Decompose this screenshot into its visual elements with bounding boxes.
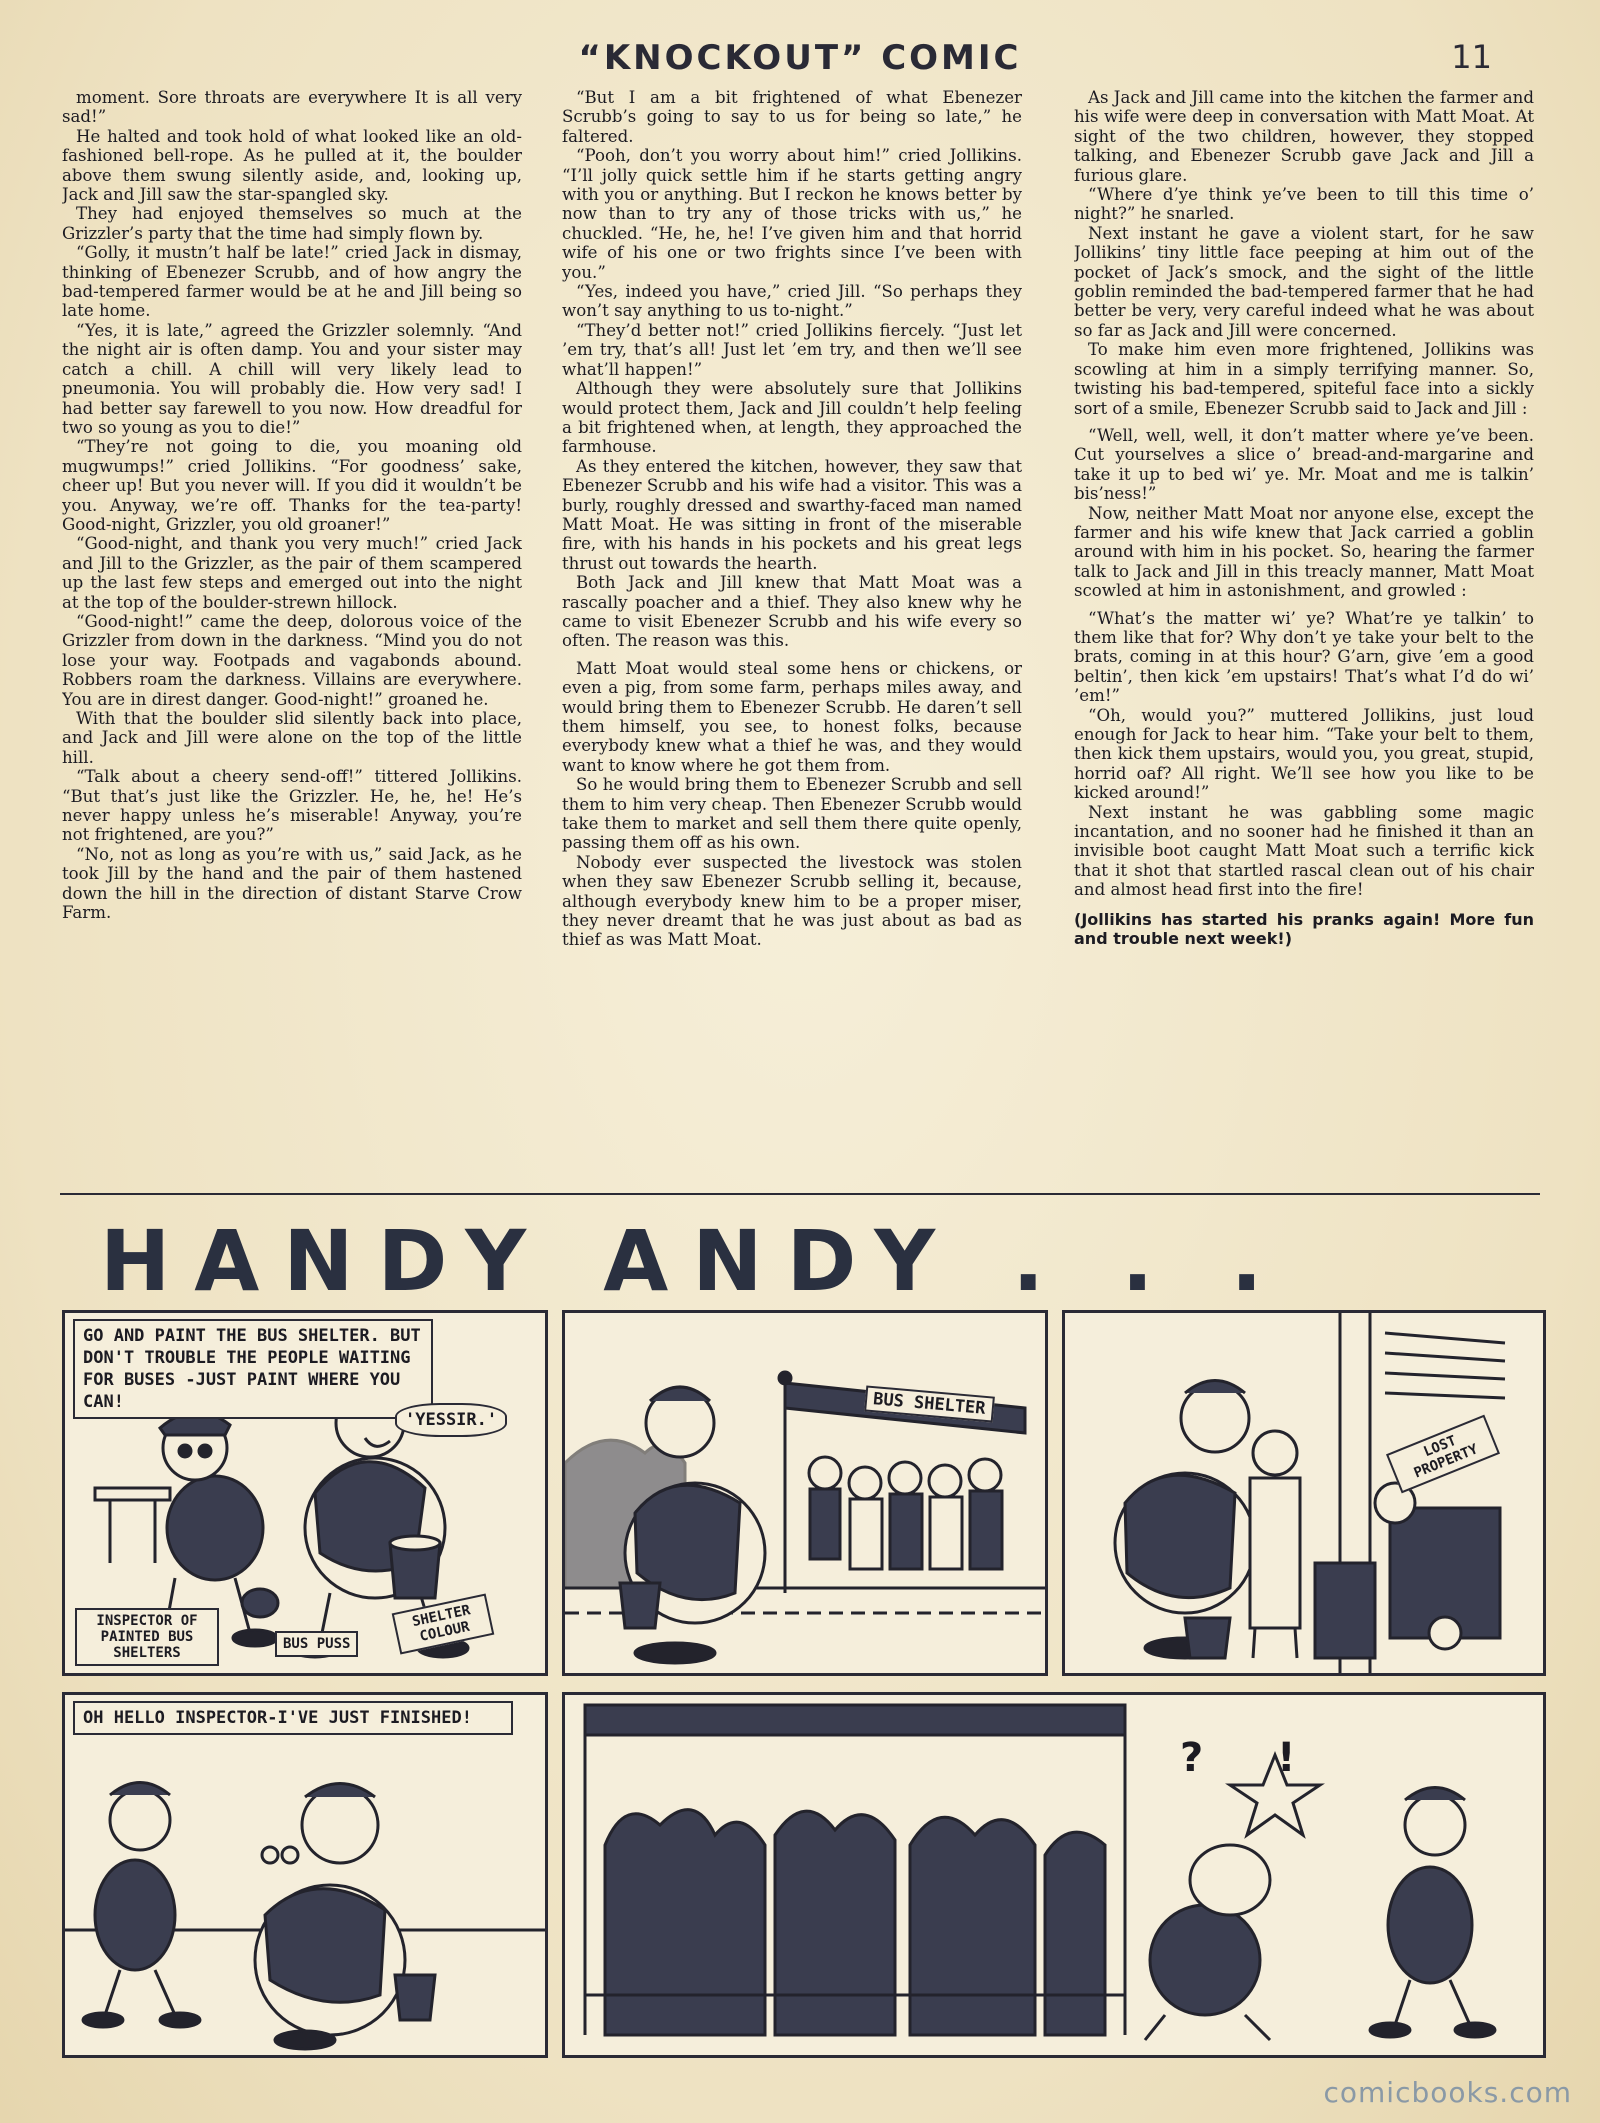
comic-panel-4 xyxy=(62,1692,548,2058)
paragraph: “Pooh, don’t you worry about him!” cried Jollikins. “I’ll jolly quick settle him if he starts getting angry with you or anything. But I reckon he knows better by now than to try any of those tricks with us,” he chuckled. “He, he, he! I’ve given him and that horrid wife of his one or two frights since I’ve been with you.” xyxy=(562,146,1022,282)
paragraph: Next instant he gave a violent start, for he saw Jollikins’ tiny little face peeping at him out of the pocket of Jack’s smock, and the sight of the little goblin reminded the bad-tempered farmer that he had better be very, very careful indeed what he was about so far as Jack and Jill were concerned. xyxy=(1074,223,1534,340)
story-column-2 xyxy=(562,88,1022,1178)
paragraph: As Jack and Jill came into the kitchen the farmer and his wife were deep in conversation with Matt Moat. At sight of the two children, however, they stopped talking, and Ebenezer Scrubb gave Jack and Jill a furious glare. xyxy=(1074,88,1534,185)
paragraph: “Yes, it is late,” agreed the Grizzler solemnly. “And the night air is often damp. You and your sister may catch a chill. A chill will very likely lead to pneumonia. You will probably die. How very sad! I had better say farewell to you now. How dreadful for two so young as you to die!” xyxy=(62,320,522,437)
comic-panel-2 xyxy=(562,1310,1048,1676)
paragraph: moment. Sore throats are everywhere It is all very sad!” xyxy=(62,88,522,127)
page-number: 11 xyxy=(1451,38,1492,76)
paragraph: “They’re not going to die, you moaning old mugwumps!” cried Jollikins. “For goodness’ sake, cheer up! But you never will. If you did it wouldn’t be you. Anyway, we’re off. Thanks for the tea-party! Good-night, Grizzler, you old groaner!” xyxy=(62,437,522,534)
label-inspector: INSPECTOR OF PAINTED BUS SHELTERS xyxy=(75,1608,219,1666)
bus-shelter-sign: BUS SHELTER xyxy=(864,1385,994,1422)
paragraph: “But I am a bit frightened of what Ebenezer Scrubb’s going to say to us for being so late,” he faltered. xyxy=(562,88,1022,146)
paragraph: “Oh, would you?” muttered Jollikins, just loud enough for Jack to hear him. “Take your belt to them, then kick them upstairs, would you, you great, stupid, horrid oaf? All right. We’ll see how you like to be kicked around!” xyxy=(1074,705,1534,803)
strip-title: HANDY ANDY . . . xyxy=(100,1212,1287,1310)
paragraph: They had enjoyed themselves so much at the Grizzler’s party that the time had simply flown by. xyxy=(62,204,522,243)
page-header xyxy=(0,38,1600,88)
watermark: comicbooks.com xyxy=(1323,2076,1572,2109)
paragraph: Nobody ever suspected the livestock was stolen when they saw Ebenezer Scrubb selling it, because, although everybody knew him to be a proper miser, they never dreamt that he was just about as bad as thief as was Matt Moat. xyxy=(562,852,1022,950)
paragraph: To make him even more frightened, Jollikins was scowling at him in a simply terrifying manner. So, twisting his bad-tempered, spiteful face into a sickly sort of a smile, Ebenezer Scrubb said to Jack and Jill : xyxy=(1074,340,1534,418)
story-column-3 xyxy=(1074,88,1534,1178)
paragraph: “They’d better not!” cried Jollikins fiercely. “Just let ’em try, that’s all! Just let ’em try, and then we’ll see what’ll happen!” xyxy=(562,320,1022,379)
paragraph: Matt Moat would steal some hens or chickens, or even a pig, from some farm, perhaps miles away, and would bring them to Ebenezer Scrubb. He daren’t sell them himself, you see, to honest folks, because everybody knew what a thief he was, and they would want to know where he got them from. xyxy=(562,658,1022,775)
comic-panel-1 xyxy=(62,1310,548,1676)
paragraph: “Golly, it mustn’t half be late!” cried Jack in dismay, thinking of Ebenezer Scrubb, and of how angry the bad-tempered farmer would be at he and Jill being so late home. xyxy=(62,243,522,321)
paragraph: Both Jack and Jill knew that Matt Moat was a rascally poacher and a thief. They also knew why he came to visit Ebenezer Scrubb and his wife every so often. The reason was this. xyxy=(562,573,1022,651)
speech-caption: GO AND PAINT THE BUS SHELTER. BUT DON'T TROUBLE THE PEOPLE WAITING FOR BUSES -JUST PAINT WHERE YOU CAN! xyxy=(73,1319,433,1419)
speech-bubble: 'YESSIR.' xyxy=(395,1403,507,1437)
speech-caption: OH HELLO INSPECTOR-I'VE JUST FINISHED! xyxy=(73,1701,513,1735)
magazine-title: “KNOCKOUT” COMIC xyxy=(578,38,1022,78)
panel-3-art xyxy=(1065,1313,1543,1673)
label-bus-puss: BUS PUSS xyxy=(275,1631,358,1657)
paragraph: Although they were absolutely sure that Jollikins would protect them, Jack and Jill couldn’t help feeling a bit frightened when, at length, they approached the farmhouse. xyxy=(562,379,1022,457)
paragraph: “Yes, indeed you have,” cried Jill. “So perhaps they won’t say anything to us to-night.” xyxy=(562,282,1022,321)
lost-property-sign: LOST PROPERTY xyxy=(1386,1415,1500,1494)
paragraph: “Good-night!” came the deep, dolorous voice of the Grizzler from down in the darkness. “Mind you do not lose your way. Footpads and vagabonds abound. Robbers roam the darkness. Villains are everywhere. You are in direst danger. Good-night!” groaned he. xyxy=(62,611,522,709)
label-shelter-colour: SHELTER COLOUR xyxy=(392,1593,495,1654)
story-text xyxy=(62,88,1542,1178)
paragraph: “Well, well, well, it don’t matter where ye’ve been. Cut yourselves a slice o’ bread-and-margarine and take it up to bed wi’ ye. Mr. Moat and me is talkin’ bis’ness!” xyxy=(1074,425,1534,504)
panel-4-art xyxy=(65,1695,545,2055)
comic-panel-3 xyxy=(1062,1310,1546,1676)
panel-5-art xyxy=(565,1695,1543,2055)
exclamation-symbols: ? ! xyxy=(1180,1735,1326,1781)
paragraph: With that the boulder slid silently back into place, and Jack and Jill were alone on the top of the little hill. xyxy=(62,709,522,767)
divider-rule xyxy=(60,1193,1540,1195)
paragraph: Next instant he was gabbling some magic incantation, and no sooner had he finished it than an invisible boot caught Matt Moat such a terrific kick that it shot that startled rascal clean out of his chair and almost head first into the fire! xyxy=(1074,802,1534,900)
paragraph: “Talk about a cheery send-off!” tittered Jollikins. “But that’s just like the Grizzler. He, he, he! He’s never happy unless he’s miserable! Anyway, you’re not frightened, are you?” xyxy=(62,767,522,845)
story-column-1 xyxy=(62,88,522,1178)
paragraph: “No, not as long as you’re with us,” said Jack, as he took Jill by the hand and the pair of them hastened down the hill in the direction of distant Starve Crow Farm. xyxy=(62,844,522,923)
panel-2-art xyxy=(565,1313,1045,1673)
next-week-note: (Jollikins has started his pranks again! More fun and trouble next week!) xyxy=(1074,909,1534,949)
paragraph: “Good-night, and thank you very much!” cried Jack and Jill to the Grizzler, as the pair of them scampered up the last few steps and emerged out into the night at the top of the boulder-strewn hillock. xyxy=(62,534,522,612)
paragraph: As they entered the kitchen, however, they saw that Ebenezer Scrubb and his wife had a visitor. This was a burly, roughly dressed and swarthy-faced man named Matt Moat. He was sitting in front of the miserable fire, with his hands in his pockets and his great legs thrust out towards the hearth. xyxy=(562,456,1022,573)
paragraph: He halted and took hold of what looked like an old-fashioned bell-rope. As he pulled at it, the boulder above them swung silently aside, and, looking up, Jack and Jill saw the star-spangled sky. xyxy=(62,126,522,205)
paragraph: “What’s the matter wi’ ye? What’re ye talkin’ to them like that for? Why don’t ye take your belt to the brats, coming in at this hour? G’arn, give ’em a good beltin’, then kick ’em upstairs! That’s what I’d do wi’ ’em!” xyxy=(1074,608,1534,706)
paragraph: “Where d’ye think ye’ve been to till this time o’ night?” he snarled. xyxy=(1074,185,1534,224)
paragraph: Now, neither Matt Moat nor anyone else, except the farmer and his wife knew that Jack carried a goblin around with him in his pocket. So, hearing the farmer talk to Jack and Jill in this treacly manner, Matt Moat scowled at him in astonishment, and growled : xyxy=(1074,503,1534,601)
paragraph: So he would bring them to Ebenezer Scrubb and sell them to him very cheap. Then Ebenezer Scrubb would take them to market and sell them there quite openly, passing them off as his own. xyxy=(562,775,1022,853)
comic-panel-5 xyxy=(562,1692,1546,2058)
